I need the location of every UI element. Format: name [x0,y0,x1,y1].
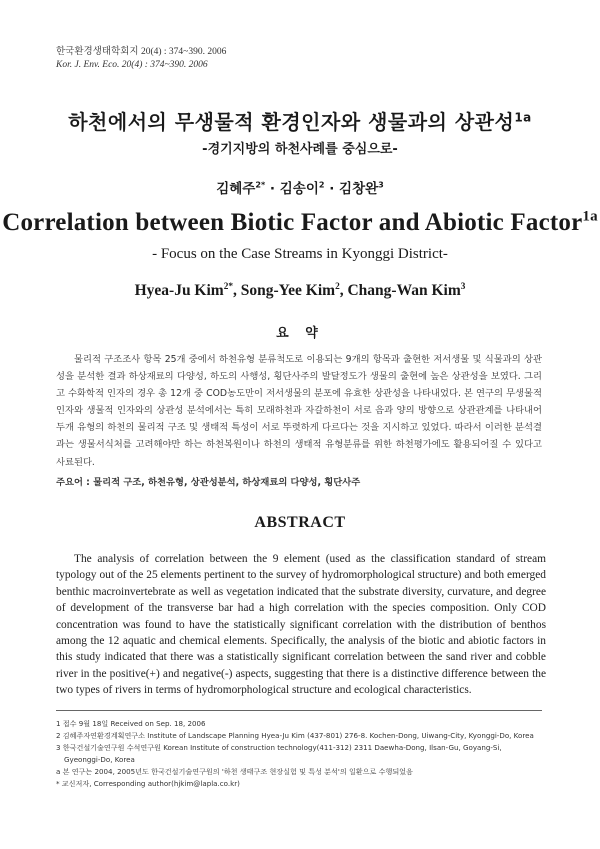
author-separator: · [324,181,340,197]
author-en-sup: 2 [335,281,340,292]
author-ko-sup: 2 [318,179,325,190]
author-en-sup: 3 [460,281,466,292]
title-korean-text: 하천에서의 무생물적 환경인자와 생물과의 상관성 [68,110,515,134]
keywords: 주요어 : 물리적 구조, 하천유형, 상관성분석, 하상재료의 다양성, 횡단사주 [56,477,361,488]
subtitle-english: - Focus on the Case Streams in Kyonggi District- [152,246,448,262]
author-en-name: Song-Yee Kim [240,282,336,299]
footnote-corresponding-author: * 교신저자, Corresponding author(hjkim@lapla.co.kr) [56,779,240,788]
journal-header [56,46,226,72]
abstract-ko-heading: 요 약 [276,326,324,341]
title-korean-sup: 1a [514,110,532,125]
author-separator: , [339,282,348,299]
footnote-affiliation-2: 2 김혜주자연환경계획연구소 Institute of Landscape Planning Hyea-Ju Kim (437-801) 276-8. Kochen-Dong, Uiwang-City, Kyonggi-Do, Korea [56,731,534,740]
footnotes [56,718,546,790]
author-en-name: Hyea-Ju Kim [134,282,224,299]
abstract-en-heading: ABSTRACT [254,514,346,531]
author-ko-name: 김혜주 [216,181,256,197]
title-english-sup: 1a [582,208,598,225]
author-ko-sup: 3 [378,179,384,190]
footnote-divider [56,710,542,711]
title-korean [0,106,600,135]
title-english [0,209,600,237]
author-ko-sup: 2* [255,179,266,190]
authors-english [0,282,600,300]
author-en-name: Chang-Wan Kim [347,282,461,299]
subtitle-korean: -경기지방의 하천사례를 중심으로- [202,142,398,157]
author-separator: · [265,181,280,197]
authors-korean [0,177,600,197]
author-en-sup: 2* [223,281,234,292]
abstract-ko-body: 물리적 구조조사 항목 25개 중에서 하천유형 분류척도로 이용되는 9개의 항목과 출현한 저서생물 및 식물과의 상관성을 분석한 결과 하상재료의 다양성, 하도의 사행성, 횡단사주의 발달정도가 생물의 출현에 높은 상관성을 보였다. 그리고 수화학적 인자의 경우 총 12개 중 COD농도만이 저서생물의 분포에 유효한 상관성을 나타내었다. 본 연구의 무생물적 인자와 생물적 인자와의 상관성 분석에서는 특히 모래하천과 자갈하천이 서로 음과 양의 방향으로 상관관계를 나타내어 두개 유형의 하천의 물리적 구조 및 생태적 특성이 서로 뚜렷하게 다르다는 것을 지시하고 있었다. 따라서 이러한 분석결과는 생물서식처를 고려해야만 하는 하천복원이나 하천의 생태적 유형분류를 위한 하천평가에도 활용되어질 수 있다고 사료된다. [56,354,542,468]
author-separator: , [233,282,241,299]
author-ko-name: 김창완 [339,181,379,197]
abstract-en-body: The analysis of correlation between the 9 element (used as the classification standard of stream typology out of the 25 elements pertinent to the survey of hydromorphological structure) and both emerged benthic macroinvertebrate as well as vegetation indicated that the substrate diversity, curvature, and degree of development of the transverse bar had a high correlation with the species composition. Only COD concentration was found to have the statistically significant correlation with the distribution of benthos among the 12 aquatic and chemical elements. Specifically, the analysis of the biotic and abiotic factors in this study indicated that there was a statistically significant correlation between the sand river and cobble river in the positive(+) and negative(-) aspects, suggesting that there is a distinctive difference between the two types of rivers in terms of hydromorphological structure and ecological characteristics. [56,553,546,697]
footnote-affiliation-3-cont: Gyeonggi-Do, Korea [64,755,135,764]
journal-citation-en: Kor. J. Env. Eco. 20(4) : 374~390. 2006 [56,60,208,70]
footnote-affiliation-3: 3 한국건설기술연구원 수석연구원 Korean Institute of construction technology(411-312) 2311 Daewha-Dong, Ilsan-Gu, Goyang-Si, [56,743,502,752]
title-english-text: Correlation between Biotic Factor and Abiotic Factor [2,209,583,236]
journal-citation-ko: 한국환경생태학회지 20(4) : 374~390. 2006 [56,47,227,57]
footnote-received: 1 접수 9월 18일 Received on Sep. 18, 2006 [56,719,206,728]
author-ko-name: 김송이 [279,181,319,197]
footnote-funding: a 본 연구는 2004, 2005년도 한국건설기술연구원의 '하천 생태구조 현장실험 및 특성 분석'의 일환으로 수행되었음 [56,767,413,776]
